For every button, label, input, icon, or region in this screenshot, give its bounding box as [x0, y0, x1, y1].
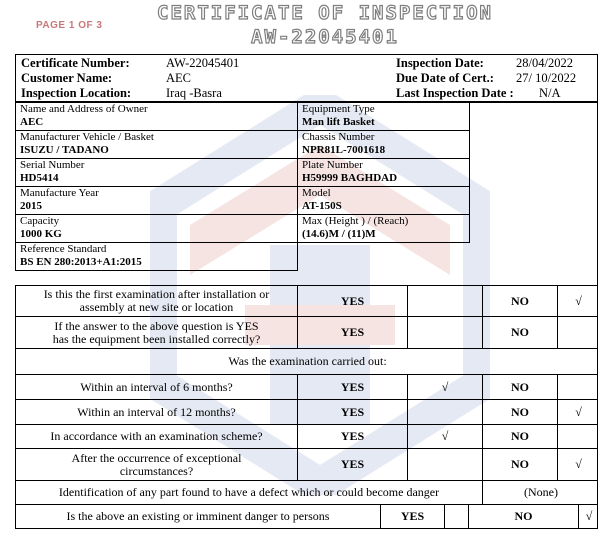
- year-cell: [16, 187, 298, 215]
- model-value: AT-150S: [302, 200, 342, 212]
- page-number-label: PAGE 1 OF 3: [36, 20, 103, 31]
- examination-scheme-question: In accordance with an examination scheme?: [16, 425, 298, 448]
- interval-12-months-yes-label: YES: [298, 400, 408, 424]
- interval-12-months-yes-mark: [408, 400, 483, 424]
- certificate-title: CERTIFICATE OF INSPECTION: [157, 2, 493, 24]
- defect-identification-question: Identification of any part found to have a defect which or could become danger: [16, 481, 483, 504]
- interval-12-months-row: [15, 400, 598, 425]
- manufacturer-label: Manufacturer Vehicle / Basket: [20, 131, 154, 143]
- serial-cell: [16, 159, 298, 187]
- exceptional-circumstances-row: [15, 449, 598, 481]
- first-examination-question: Is this the first examination after installation or assembly at new site or location: [16, 286, 298, 316]
- chassis-label: Chassis Number: [302, 131, 375, 143]
- first-examination-yes-mark: [408, 286, 483, 316]
- chassis-value: NPR81L-7001618: [302, 144, 386, 156]
- exceptional-circumstances-no-mark: √: [575, 457, 582, 471]
- max-height-reach-label: Max (Height ) / (Reach): [302, 215, 409, 227]
- model-cell: [298, 187, 470, 215]
- danger-row: [15, 505, 598, 529]
- danger-no-mark: √: [585, 509, 593, 523]
- danger-no-label: NO: [469, 505, 579, 528]
- interval-12-months-question: Within an interval of 12 months?: [16, 400, 298, 424]
- table-row: [16, 159, 470, 187]
- serial-label: Serial Number: [20, 159, 85, 171]
- danger-yes-label: YES: [381, 505, 445, 528]
- due-date-label: Due Date of Cert.:: [396, 71, 494, 85]
- inspection-date-value: 28/04/2022: [516, 56, 573, 70]
- equipment-info-table: [15, 102, 470, 271]
- interval-6-months-yes-label: YES: [298, 375, 408, 399]
- defect-identification-row: [15, 481, 598, 505]
- customer-name-value: AEC: [166, 71, 191, 85]
- manufacturer-cell: [16, 131, 298, 159]
- plate-cell: [298, 159, 470, 187]
- first-examination-row: [15, 285, 598, 317]
- examination-scheme-yes-mark: √: [408, 425, 483, 448]
- last-inspection-value: N/A: [539, 86, 561, 100]
- danger-question: Is the above an existing or imminent danger to persons: [16, 505, 381, 528]
- equipment-type-cell: [298, 103, 470, 131]
- table-row: [16, 103, 470, 131]
- serial-value: HD5414: [20, 172, 59, 184]
- examination-scheme-no-mark: [558, 425, 599, 448]
- equipment-type-value: Man lift Basket: [302, 116, 375, 128]
- table-row: [16, 215, 470, 243]
- exceptional-circumstances-yes-mark: [408, 449, 483, 480]
- due-date-value: 27/ 10/2022: [516, 71, 577, 85]
- plate-label: Plate Number: [302, 159, 363, 171]
- year-value: 2015: [20, 200, 42, 212]
- table-row: [16, 243, 470, 271]
- examination-section-row: [15, 349, 598, 375]
- owner-value: AEC: [20, 116, 44, 128]
- interval-12-months-no-label: NO: [483, 400, 558, 424]
- plate-value: H59999 BAGHDAD: [302, 172, 398, 184]
- exceptional-circumstances-yes-label: YES: [298, 449, 408, 480]
- chassis-cell: [298, 131, 470, 159]
- installed-correctly-yes-mark: [408, 317, 483, 348]
- certificate-number-label: Certificate Number:: [21, 56, 130, 70]
- table-row: [16, 187, 470, 215]
- model-label: Model: [302, 187, 331, 199]
- danger-yes-mark: [445, 505, 469, 528]
- interval-6-months-no-label: NO: [483, 375, 558, 399]
- interval-6-months-no-mark: [558, 375, 599, 399]
- empty-cell: [298, 243, 470, 271]
- examination-scheme-no-label: NO: [483, 425, 558, 448]
- installed-correctly-question: If the answer to the above question is YES has the equipment been installed correctly?: [16, 317, 298, 348]
- empty-right-frame: [470, 102, 598, 285]
- max-height-reach-cell: [298, 215, 470, 243]
- max-height-reach-value: (14.6)M / (11)M: [302, 228, 376, 240]
- installed-correctly-row: [15, 317, 598, 349]
- interval-6-months-row: [15, 375, 598, 400]
- defect-identification-value: (None): [524, 485, 558, 499]
- last-inspection-label: Last Inspection Date :: [396, 86, 514, 100]
- installed-correctly-no-label: NO: [483, 317, 558, 348]
- first-examination-yes-label: YES: [298, 286, 408, 316]
- certificate-header-box: [15, 54, 598, 102]
- installed-correctly-yes-label: YES: [298, 317, 408, 348]
- inspection-location-value: Iraq -Basra: [166, 86, 222, 100]
- certificate-code-title: AW-22045401: [251, 26, 399, 48]
- capacity-label: Capacity: [20, 215, 60, 227]
- installed-correctly-no-mark: [558, 317, 599, 348]
- manufacturer-value: ISUZU / TADANO: [20, 144, 109, 156]
- exceptional-circumstances-question: After the occurrence of exceptional circumstances?: [16, 449, 298, 480]
- reference-standard-cell: [16, 243, 298, 271]
- customer-name-label: Customer Name:: [21, 71, 113, 85]
- exceptional-circumstances-no-label: NO: [483, 449, 558, 480]
- reference-standard-label: Reference Standard: [20, 243, 107, 255]
- examination-scheme-yes-label: YES: [298, 425, 408, 448]
- reference-standard-value: BS EN 280:2013+A1:2015: [20, 256, 142, 268]
- owner-label: Name and Address of Owner: [20, 103, 148, 115]
- certificate-number-value: AW-22045401: [166, 56, 240, 70]
- capacity-cell: [16, 215, 298, 243]
- capacity-value: 1000 KG: [20, 228, 62, 240]
- examination-scheme-row: [15, 425, 598, 449]
- owner-cell: [16, 103, 298, 131]
- inspection-date-label: Inspection Date:: [396, 56, 484, 70]
- equipment-type-label: Equipment Type: [302, 103, 375, 115]
- table-row: [16, 131, 470, 159]
- first-examination-no-mark: √: [575, 293, 582, 308]
- interval-6-months-question: Within an interval of 6 months?: [16, 375, 298, 399]
- inspection-location-label: Inspection Location:: [21, 86, 132, 100]
- interval-12-months-no-mark: √: [575, 404, 582, 419]
- first-examination-no-label: NO: [483, 286, 558, 316]
- year-label: Manufacture Year: [20, 187, 99, 199]
- examination-section-heading: Was the examination carried out:: [228, 354, 387, 368]
- interval-6-months-yes-mark: √: [408, 375, 483, 399]
